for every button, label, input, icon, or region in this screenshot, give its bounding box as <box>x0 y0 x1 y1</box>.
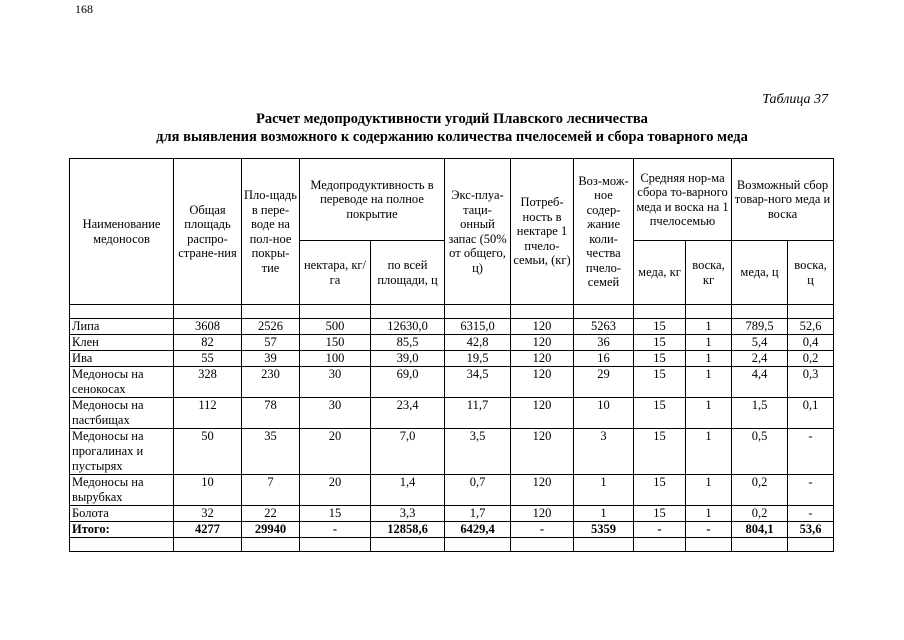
cell-nectar-need: 120 <box>511 319 574 335</box>
cell-nectar: 30 <box>300 398 371 429</box>
cell-possible-colonies: 10 <box>574 398 634 429</box>
cell-possible-colonies: 5263 <box>574 319 634 335</box>
header-possible-colonies: Воз-мож-ное содер-жание коли-чества пчело-семей <box>574 159 634 305</box>
total-label: Итого: <box>70 522 174 538</box>
table-row <box>70 367 834 398</box>
cell-area-converted: 7 <box>242 475 300 506</box>
table-row <box>70 506 834 522</box>
cell-pc-wax: 0,4 <box>788 335 834 351</box>
cell-avg-honey: 15 <box>634 398 686 429</box>
total-nectar: - <box>300 522 371 538</box>
cell-possible-colonies: 1 <box>574 475 634 506</box>
cell-whole-area: 12630,0 <box>371 319 445 335</box>
cell-avg-wax: 1 <box>686 351 732 367</box>
cell-nectar-need: 120 <box>511 351 574 367</box>
cell-pc-honey: 789,5 <box>732 319 788 335</box>
cell-avg-wax: 1 <box>686 475 732 506</box>
table-row <box>70 319 834 335</box>
total-pc-wax: 53,6 <box>788 522 834 538</box>
cell-possible-colonies: 29 <box>574 367 634 398</box>
cell-pc-honey: 4,4 <box>732 367 788 398</box>
table-row <box>70 398 834 429</box>
cell-nectar: 15 <box>300 506 371 522</box>
cell-pc-wax: - <box>788 429 834 475</box>
cell-exploitation-stock: 1,7 <box>445 506 511 522</box>
cell-area-converted: 22 <box>242 506 300 522</box>
cell-nectar-need: 120 <box>511 398 574 429</box>
cell-nectar-need: 120 <box>511 335 574 351</box>
header-pc-wax: воска, ц <box>788 241 834 305</box>
cell-pc-honey: 0,2 <box>732 475 788 506</box>
header-name: Наименование медоносов <box>70 159 174 305</box>
row-name: Болота <box>70 506 174 522</box>
table-title <box>0 110 904 146</box>
total-area-converted: 29940 <box>242 522 300 538</box>
row-name: Ива <box>70 351 174 367</box>
cell-avg-honey: 15 <box>634 319 686 335</box>
total-nectar-need: - <box>511 522 574 538</box>
cell-whole-area: 39,0 <box>371 351 445 367</box>
header-avg-honey: меда, кг <box>634 241 686 305</box>
cell-avg-wax: 1 <box>686 367 732 398</box>
row-name: Медоносы на прогалинах и пустырях <box>70 429 174 475</box>
row-name: Медоносы на сенокосах <box>70 367 174 398</box>
cell-whole-area: 85,5 <box>371 335 445 351</box>
cell-pc-wax: - <box>788 506 834 522</box>
cell-total-area: 10 <box>174 475 242 506</box>
cell-area-converted: 57 <box>242 335 300 351</box>
total-pc-honey: 804,1 <box>732 522 788 538</box>
cell-total-area: 112 <box>174 398 242 429</box>
header-area-converted: Пло-щадь в пере-воде на пол-ное покры-тие <box>242 159 300 305</box>
header-average-norm: Средняя нор-ма сбора то-варного меда и воска на 1 пчелосемью <box>634 159 732 241</box>
cell-total-area: 50 <box>174 429 242 475</box>
cell-nectar-need: 120 <box>511 506 574 522</box>
cell-pc-wax: 0,3 <box>788 367 834 398</box>
cell-nectar: 150 <box>300 335 371 351</box>
cell-whole-area: 7,0 <box>371 429 445 475</box>
cell-pc-wax: 0,2 <box>788 351 834 367</box>
table-row <box>70 335 834 351</box>
page-number: 168 <box>75 2 93 16</box>
cell-nectar: 20 <box>300 475 371 506</box>
cell-avg-honey: 15 <box>634 475 686 506</box>
cell-total-area: 32 <box>174 506 242 522</box>
cell-possible-colonies: 3 <box>574 429 634 475</box>
row-name: Медоносы на вырубках <box>70 475 174 506</box>
cell-pc-wax: 52,6 <box>788 319 834 335</box>
cell-area-converted: 230 <box>242 367 300 398</box>
total-avg-wax: - <box>686 522 732 538</box>
cell-area-converted: 78 <box>242 398 300 429</box>
cell-exploitation-stock: 19,5 <box>445 351 511 367</box>
table-caption: Таблица 37 <box>762 92 828 107</box>
cell-avg-wax: 1 <box>686 429 732 475</box>
cell-whole-area: 1,4 <box>371 475 445 506</box>
table-row <box>70 351 834 367</box>
header-nectar: нектара, кг/га <box>300 241 371 305</box>
cell-pc-honey: 1,5 <box>732 398 788 429</box>
cell-nectar-need: 120 <box>511 475 574 506</box>
header-nectar-need: Потреб-ность в нектаре 1 пчело-семьи, (кг) <box>511 159 574 305</box>
cell-total-area: 328 <box>174 367 242 398</box>
cell-exploitation-stock: 3,5 <box>445 429 511 475</box>
cell-area-converted: 2526 <box>242 319 300 335</box>
spacer-row <box>70 538 834 552</box>
cell-avg-honey: 15 <box>634 506 686 522</box>
cell-total-area: 55 <box>174 351 242 367</box>
table-row <box>70 475 834 506</box>
row-name: Медоносы на пастбищах <box>70 398 174 429</box>
cell-exploitation-stock: 42,8 <box>445 335 511 351</box>
cell-whole-area: 3,3 <box>371 506 445 522</box>
spacer-row <box>70 305 834 319</box>
cell-possible-colonies: 1 <box>574 506 634 522</box>
title-line-1: Расчет медопродуктивности угодий Плавского лесничества <box>256 111 648 127</box>
table-row <box>70 429 834 475</box>
cell-nectar: 20 <box>300 429 371 475</box>
cell-avg-wax: 1 <box>686 398 732 429</box>
cell-nectar: 500 <box>300 319 371 335</box>
cell-exploitation-stock: 11,7 <box>445 398 511 429</box>
cell-exploitation-stock: 0,7 <box>445 475 511 506</box>
total-exploitation-stock: 6429,4 <box>445 522 511 538</box>
cell-avg-honey: 15 <box>634 429 686 475</box>
cell-pc-honey: 0,5 <box>732 429 788 475</box>
cell-pc-honey: 2,4 <box>732 351 788 367</box>
cell-nectar-need: 120 <box>511 429 574 475</box>
cell-area-converted: 39 <box>242 351 300 367</box>
total-whole-area: 12858,6 <box>371 522 445 538</box>
cell-pc-honey: 0,2 <box>732 506 788 522</box>
header-avg-wax: воска, кг <box>686 241 732 305</box>
cell-possible-colonies: 36 <box>574 335 634 351</box>
header-pc-honey: меда, ц <box>732 241 788 305</box>
cell-whole-area: 69,0 <box>371 367 445 398</box>
header-honey-productivity: Медопродуктивность в переводе на полное покрытие <box>300 159 445 241</box>
header-possible-collection: Возможный сбор товар-ного меда и воска <box>732 159 834 241</box>
cell-nectar-need: 120 <box>511 367 574 398</box>
cell-avg-honey: 15 <box>634 351 686 367</box>
total-avg-honey: - <box>634 522 686 538</box>
cell-avg-honey: 15 <box>634 367 686 398</box>
cell-nectar: 100 <box>300 351 371 367</box>
header-exploitation-stock: Экс-плуа-таци-онный запас (50% от общего, ц) <box>445 159 511 305</box>
title-line-2: для выявления возможного к содержанию количества пчелосемей и сбора товарного меда <box>156 129 748 145</box>
row-name: Липа <box>70 319 174 335</box>
cell-avg-wax: 1 <box>686 506 732 522</box>
cell-avg-wax: 1 <box>686 319 732 335</box>
cell-whole-area: 23,4 <box>371 398 445 429</box>
total-possible-colonies: 5359 <box>574 522 634 538</box>
cell-pc-wax: - <box>788 475 834 506</box>
total-total-area: 4277 <box>174 522 242 538</box>
cell-possible-colonies: 16 <box>574 351 634 367</box>
header-whole-area: по всей площади, ц <box>371 241 445 305</box>
cell-avg-wax: 1 <box>686 335 732 351</box>
cell-total-area: 82 <box>174 335 242 351</box>
cell-avg-honey: 15 <box>634 335 686 351</box>
total-row <box>70 522 834 538</box>
cell-area-converted: 35 <box>242 429 300 475</box>
cell-pc-wax: 0,1 <box>788 398 834 429</box>
cell-exploitation-stock: 34,5 <box>445 367 511 398</box>
cell-total-area: 3608 <box>174 319 242 335</box>
cell-pc-honey: 5,4 <box>732 335 788 351</box>
row-name: Клен <box>70 335 174 351</box>
header-total-area: Общая площадь распро-стране-ния <box>174 159 242 305</box>
cell-exploitation-stock: 6315,0 <box>445 319 511 335</box>
cell-nectar: 30 <box>300 367 371 398</box>
honey-productivity-table <box>69 158 834 552</box>
